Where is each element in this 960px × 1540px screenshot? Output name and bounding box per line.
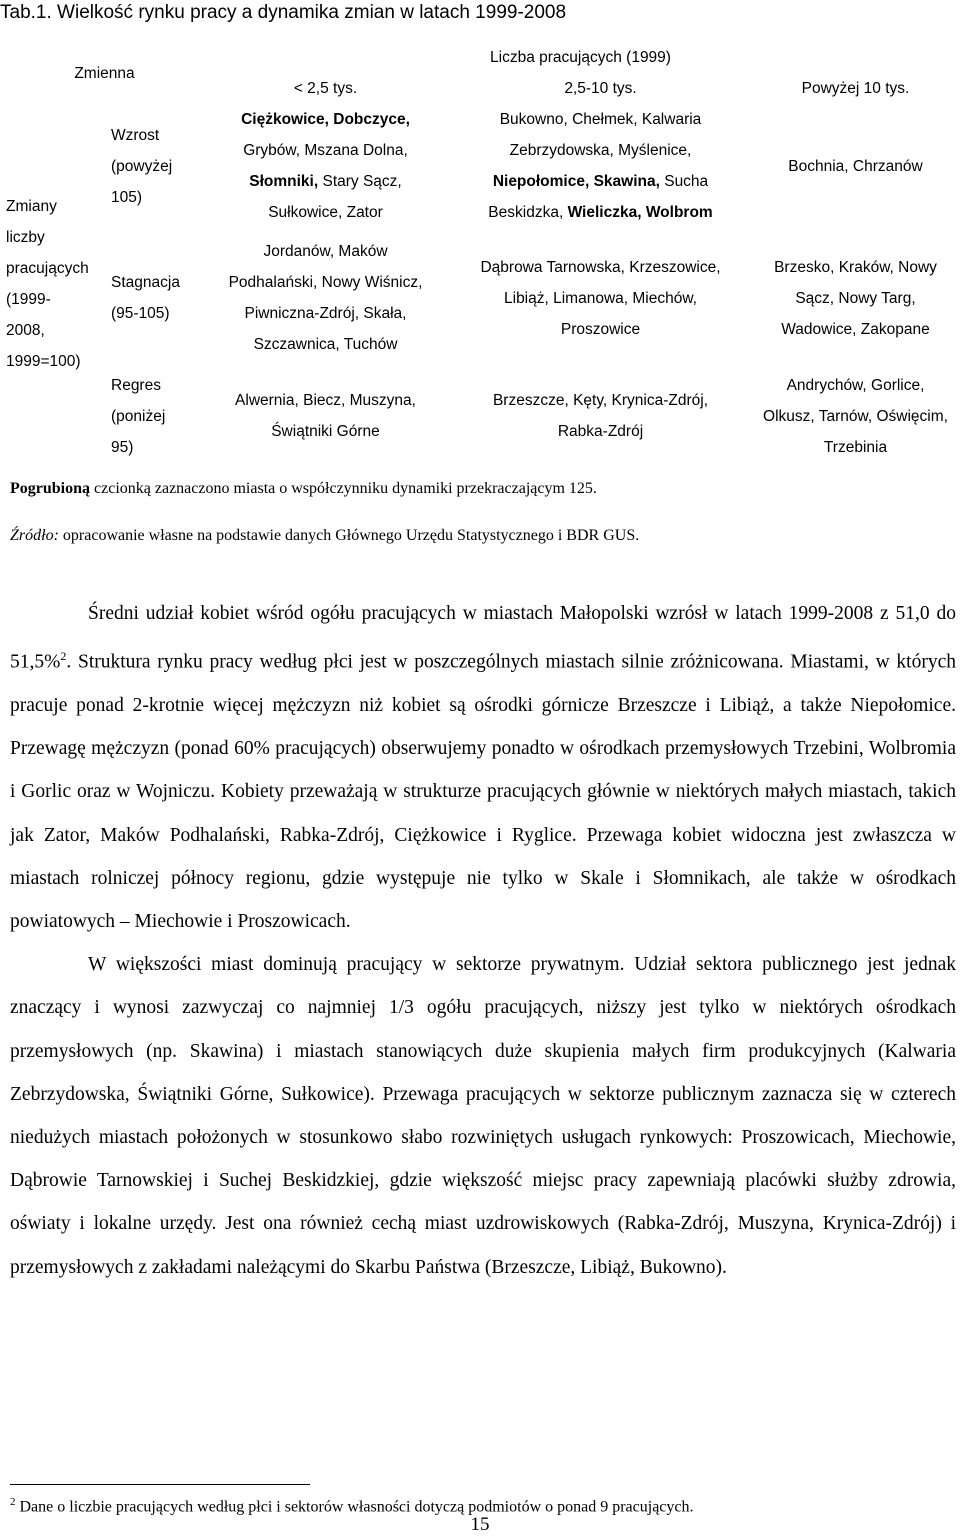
col-header-gt-10k: Powyżej 10 tys.	[801, 80, 910, 97]
cell-line	[753, 370, 958, 401]
city-name: Sułkowice, Zator	[268, 204, 383, 221]
city-name: Libiąż, Limanowa, Miechów,	[504, 289, 697, 307]
cell-line	[753, 252, 958, 283]
city-name: Szczawnica, Tuchów	[253, 336, 398, 353]
col-header-lt-2-5k: < 2,5 tys.	[293, 80, 358, 97]
cell-line	[448, 104, 753, 135]
city-name: Sącz, Nowy Targ,	[795, 289, 916, 307]
city-name: Brzesko, Kraków, Nowy	[774, 258, 937, 276]
cell-line	[753, 401, 958, 432]
city-name: Andrychów, Gorlice,	[786, 376, 925, 394]
paragraph-2: W większości miast dominują pracujący w sektorze prywatnym. Udział sektora publicznego jest jednak znaczący i wynosi zazwyczaj co najmniej 1/3 ogółu pracujących, niższy jest tylko w niektórych ośrodkach przemysłowych (np. Skawina) i miastach stanowiących duże skupienia małych firm produkcyjnych (Kalwaria Zebrzydowska, Świątniki Górne, Sułkowice). Przewaga pracujących w sektorze publicznym zaznacza się w czterech niedużych miastach położonych w stosunkowo słabo rozwiniętych usługach rynkowych: Proszowicach, Miechowie, Dąbrowie Tarnowskiej i Suchej Beskidzkiej, gdzie większość miejsc pracy zapewniają placówki służby zdrowia, oświaty i lokalne urzędy. Jest ona również cechą miast uzdrowiskowych (Rabka-Zdrój, Muszyna, Krynica-Zdrój) i przemysłowych z zakładami należącymi do Skarbu Państwa (Brzeszcze, Libiąż, Bukowno).	[10, 954, 956, 1278]
city-name: Piwniczna-Zdrój, Skała,	[244, 305, 407, 322]
cell-line	[448, 252, 753, 283]
city-name-bold: Ciężkowice, Dobczyce,	[241, 111, 410, 128]
city-name: Wadowice, Zakopane	[781, 320, 930, 338]
city-name: Stary Sącz,	[318, 173, 402, 190]
cell-line	[203, 385, 448, 416]
city-name: Bukowno, Chełmek, Kalwaria	[499, 111, 702, 128]
footnote-ref-2[interactable]: 2	[60, 649, 67, 664]
cell-line: 2008,	[6, 322, 45, 339]
footnote-text: Dane o liczbie pracujących według płci i sektorów własności dotyczą podmiotów o ponad 9 pracujących.	[15, 1498, 694, 1516]
cell-line	[203, 329, 448, 360]
cell-growth-medium	[448, 104, 753, 228]
cell-stagnation-medium	[448, 228, 753, 368]
cell-line: Regres	[111, 376, 161, 394]
city-name-bold: Niepołomice, Skawina,	[492, 173, 660, 190]
city-name: Trzebinia	[823, 438, 888, 456]
city-name: Dąbrowa Tarnowska, Krzeszowice,	[480, 258, 721, 276]
cell-line	[203, 104, 448, 135]
row-group-label	[6, 104, 111, 464]
cell-line	[203, 166, 448, 197]
cell-line	[203, 197, 448, 228]
city-name: Brzeszcze, Kęty, Krynica-Zdrój,	[492, 392, 709, 409]
row-label-growth	[111, 104, 203, 228]
cell-line	[448, 314, 753, 345]
cell-line	[448, 166, 753, 197]
cell-line: liczby	[6, 229, 45, 246]
cell-line	[448, 135, 753, 166]
header-variable: Zmienna	[74, 64, 135, 82]
city-name: Jordanów, Maków	[263, 243, 388, 260]
cell-line	[448, 385, 753, 416]
cell-growth-large	[753, 104, 958, 228]
city-name-bold: Słomniki,	[249, 173, 319, 190]
cell-line	[203, 416, 448, 447]
source-text: opracowanie własne na podstawie danych Głównego Urzędu Statystycznego i BDR GUS.	[58, 527, 640, 544]
cell-decline-large	[753, 368, 958, 464]
footnote-separator	[10, 1484, 310, 1485]
cell-stagnation-small	[203, 228, 448, 368]
cell-line	[753, 432, 958, 463]
note-text: czcionką zaznaczono miasta o współczynniku dynamiki przekraczającym 125.	[90, 480, 597, 497]
city-name: Bochnia, Chrzanów	[788, 157, 923, 175]
cell-line	[203, 267, 448, 298]
city-name: Alwernia, Biecz, Muszyna,	[235, 392, 416, 409]
cell-line	[753, 283, 958, 314]
city-name: Podhalański, Nowy Wiśnicz,	[228, 274, 423, 291]
cell-line: (1999-	[6, 291, 51, 308]
city-name: Sucha	[659, 173, 709, 190]
paragraph-1-a: Średni udział kobiet wśród ogółu pracujących w miastach Małopolski wzrósł w latach 1999-2008 z 51,0 do 51,5%	[10, 603, 956, 673]
table-source	[10, 527, 639, 545]
labor-market-table	[6, 42, 958, 456]
city-name: Olkusz, Tarnów, Oświęcim,	[763, 407, 948, 425]
cell-line: Stagnacja	[111, 274, 180, 291]
cell-line: 1999=100)	[6, 353, 81, 370]
city-name-bold: Wieliczka, Wolbrom	[567, 204, 713, 221]
cell-line	[448, 197, 753, 228]
cell-decline-small	[203, 368, 448, 464]
col-header-2-5-10k: 2,5-10 tys.	[564, 80, 637, 97]
cell-line: pracujących	[6, 260, 89, 277]
city-name: Świątniki Górne	[271, 423, 380, 440]
cell-line	[203, 236, 448, 267]
note-bold-word: Pogrubioną	[10, 480, 91, 497]
cell-line: Wzrost	[111, 126, 160, 144]
cell-line	[448, 416, 753, 447]
table-caption: Tab.1. Wielkość rynku pracy a dynamika zmian w latach 1999-2008	[0, 2, 567, 23]
city-name: Rabka-Zdrój	[557, 423, 644, 440]
city-name: Zebrzydowska, Myślenice,	[509, 142, 692, 159]
row-label-stagnation	[111, 228, 203, 368]
cell-line: Zmiany	[6, 198, 57, 215]
page-number: 15	[470, 1514, 490, 1535]
cell-line	[203, 298, 448, 329]
city-name: Proszowice	[560, 320, 641, 338]
header-employment-1999: Liczba pracujących (1999)	[490, 49, 671, 66]
cell-line: (poniżej	[111, 407, 166, 425]
footnote-number: 2	[10, 1496, 16, 1508]
paragraph-1	[10, 592, 956, 943]
cell-line: 95)	[111, 438, 134, 456]
paragraph-1-b: . Struktura rynku pracy według płci jest w poszczególnych miastach silnie zróżnicowana. Miastami, w których pracuje ponad 2-krotnie więcej mężczyzn niż kobiet są ośrodki górnicze Brzeszcze i Libiąż, a także Niepołomice. Przewagę mężczyzn (ponad 60% pracujących) obserwujemy ponadto w ośrodkach przemysłowych Trzebini, Wolbromia i Gorlic oraz w Wojniczu. Kobiety przeważają w strukturze pracujących głównie w niektórych małych miastach, takich jak Zator, Maków Podhalański, Rabka-Zdrój, Ciężkowice i Ryglice. Przewaga kobiet widoczna jest zwłaszcza w miastach rolniczej północy regionu, gdzie występuje nie tylko w Skale i Słomnikach, ale także w ośrodkach powiatowych – Miechowie i Proszowicach.	[10, 651, 956, 932]
body-text	[10, 592, 956, 1289]
cell-line: (95-105)	[111, 305, 170, 322]
cell-growth-small	[203, 104, 448, 228]
cell-line	[203, 135, 448, 166]
cell-line: 105)	[111, 188, 143, 206]
source-label: Źródło:	[10, 527, 59, 544]
cell-line	[753, 151, 958, 182]
cell-decline-medium	[448, 368, 753, 464]
cell-line: (powyżej	[111, 157, 173, 175]
row-label-decline	[111, 368, 203, 464]
cell-stagnation-large	[753, 228, 958, 368]
city-name: Grybów, Mszana Dolna,	[243, 142, 408, 159]
cell-line	[753, 314, 958, 345]
table-note	[10, 480, 597, 498]
cell-line	[448, 283, 753, 314]
city-name: Beskidzka,	[488, 204, 568, 221]
